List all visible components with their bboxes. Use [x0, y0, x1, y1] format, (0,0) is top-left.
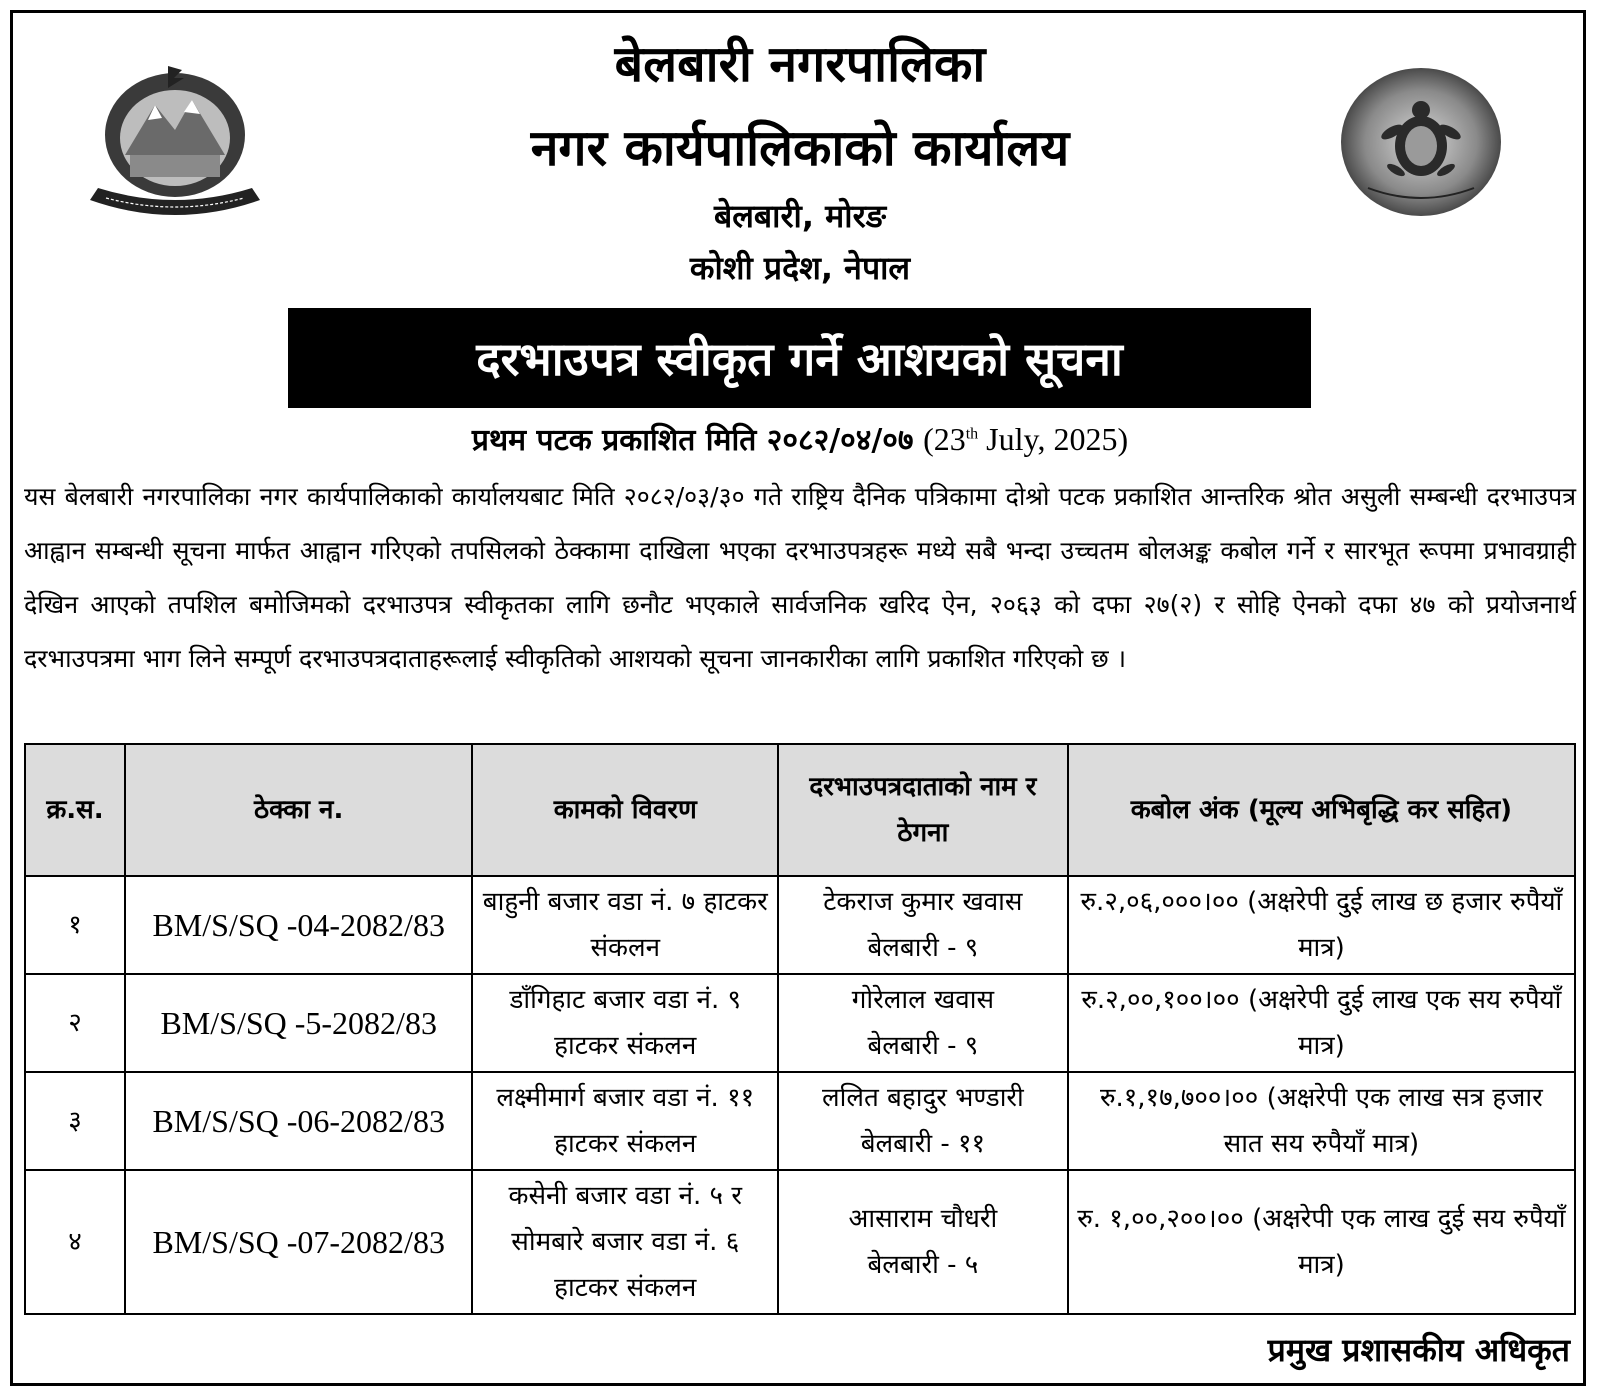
bid-results-table: [24, 743, 1576, 1315]
cell-bidder: [778, 974, 1068, 1072]
table-row: [25, 876, 1575, 974]
cell-work-description: बाहुनी बजार वडा नं. ७ हाटकर संकलन: [472, 876, 778, 974]
bidder-name: गोरेलाल खवास: [851, 985, 995, 1015]
header-sn: क्र.स.: [25, 744, 125, 876]
notice-title-banner: दरभाउपत्र स्वीकृत गर्ने आशयको सूचना: [288, 308, 1311, 408]
cell-bidder: [778, 1072, 1068, 1170]
office-name: नगर कार्यपालिकाको कार्यालय: [530, 119, 1070, 177]
cell-bid-amount: रु. १,००,२००।०० (अक्षरेपी एक लाख दुई सय रुपैयाँ मात्र): [1068, 1170, 1575, 1314]
cell-bid-amount: रु.१,१७,७००।०० (अक्षरेपी एक लाख सत्र हजार सात सय रुपैयाँ मात्र): [1068, 1072, 1575, 1170]
cell-bidder: [778, 1170, 1068, 1314]
signatory-title: प्रमुख प्रशासकीय अधिकृत: [1267, 1331, 1570, 1369]
publication-date-nepali: प्रथम पटक प्रकाशित मिति २०८२/०४/०७: [471, 423, 914, 458]
cell-bidder: [778, 876, 1068, 974]
bidder-address: बेलबारी - ५: [867, 1250, 979, 1280]
date-en-sup: th: [965, 425, 979, 443]
table-row: [25, 974, 1575, 1072]
cell-work-description: लक्ष्मीमार्ग बजार वडा नं. ११ हाटकर संकलन: [472, 1072, 778, 1170]
header-bidder: दरभाउपत्रदाताको नाम र ठेगना: [778, 744, 1068, 876]
bidder-address: बेलबारी - ११: [860, 1129, 986, 1159]
address-line-2: कोशी प्रदेश, नेपाल: [689, 249, 911, 287]
notice-body-paragraph: यस बेलबारी नगरपालिका नगर कार्यपालिकाको कार्यालयबाट मिति २०८२/०३/३० गते राष्ट्रिय दैनिक पत्रिकामा दोश्रो पटक प्रकाशित आन्तरिक श्रोत असुली सम्बन्धी दरभाउपत्र आह्वान सम्बन्धी सूचना मार्फत आह्वान गरिएको तपसिलको ठेक्कामा दाखिला भएका दरभाउपत्रहरू मध्ये सबै भन्दा उच्चतम बोलअङ्क कबोल गर्ने र सारभूत रूपमा प्रभावग्राही देखिन आएको तपशिल बमोजिमको दरभाउपत्र स्वीकृतका लागि छनौट भएकाले सार्वजनिक खरिद ऐन, २०६३ को दफा २७(२) र सोहि ऐनको दफा ४७ को प्रयोजनार्थ दरभाउपत्रमा भाग लिने सम्पूर्ण दरभाउपत्रदाताहरूलाई स्वीकृतिको आशयको सूचना जानकारीका लागि प्रकाशित गरिएको छ ।: [24, 482, 1576, 673]
cell-sn: १: [25, 876, 125, 974]
bidder-name: टेकराज कुमार खवास: [823, 887, 1023, 917]
header-contract-no: ठेक्का न.: [125, 744, 473, 876]
bidder-name: ललित बहादुर भण्डारी: [821, 1083, 1024, 1113]
cell-sn: ४: [25, 1170, 125, 1314]
cell-contract-no: BM/S/SQ -07-2082/83: [125, 1170, 473, 1314]
cell-sn: २: [25, 974, 125, 1072]
bidder-address: बेलबारी - ९: [867, 933, 979, 963]
cell-contract-no: BM/S/SQ -04-2082/83: [125, 876, 473, 974]
publication-date-english: [923, 421, 1128, 457]
table-row: [25, 1170, 1575, 1314]
header-work-description: कामको विवरण: [472, 744, 778, 876]
cell-contract-no: BM/S/SQ -5-2082/83: [125, 974, 473, 1072]
address-line-1: बेलबारी, मोरङ: [713, 197, 887, 235]
municipality-name: बेलबारी नगरपालिका: [614, 35, 986, 93]
publication-date: [0, 418, 1600, 459]
cell-contract-no: BM/S/SQ -06-2082/83: [125, 1072, 473, 1170]
cell-work-description: डाँगिहाट बजार वडा नं. ९ हाटकर संकलन: [472, 974, 778, 1072]
cell-sn: ३: [25, 1072, 125, 1170]
date-en-prefix: (23: [923, 421, 966, 457]
header-bid-amount: कबोल अंक (मूल्य अभिबृद्धि कर सहित): [1068, 744, 1575, 876]
bidder-name: आसाराम चौधरी: [848, 1204, 998, 1234]
bidder-address: बेलबारी - ९: [867, 1031, 979, 1061]
date-en-suffix: July, 2025): [978, 421, 1129, 457]
cell-work-description: कसेनी बजार वडा नं. ५ र सोमबारे बजार वडा नं. ६ हाटकर संकलन: [472, 1170, 778, 1314]
cell-bid-amount: रु.२,०६,०००।०० (अक्षरेपी दुई लाख छ हजार रुपैयाँ मात्र): [1068, 876, 1575, 974]
cell-bid-amount: रु.२,००,१००।०० (अक्षरेपी दुई लाख एक सय रुपैयाँ मात्र): [1068, 974, 1575, 1072]
table-header-row: [25, 744, 1575, 876]
table-row: [25, 1072, 1575, 1170]
